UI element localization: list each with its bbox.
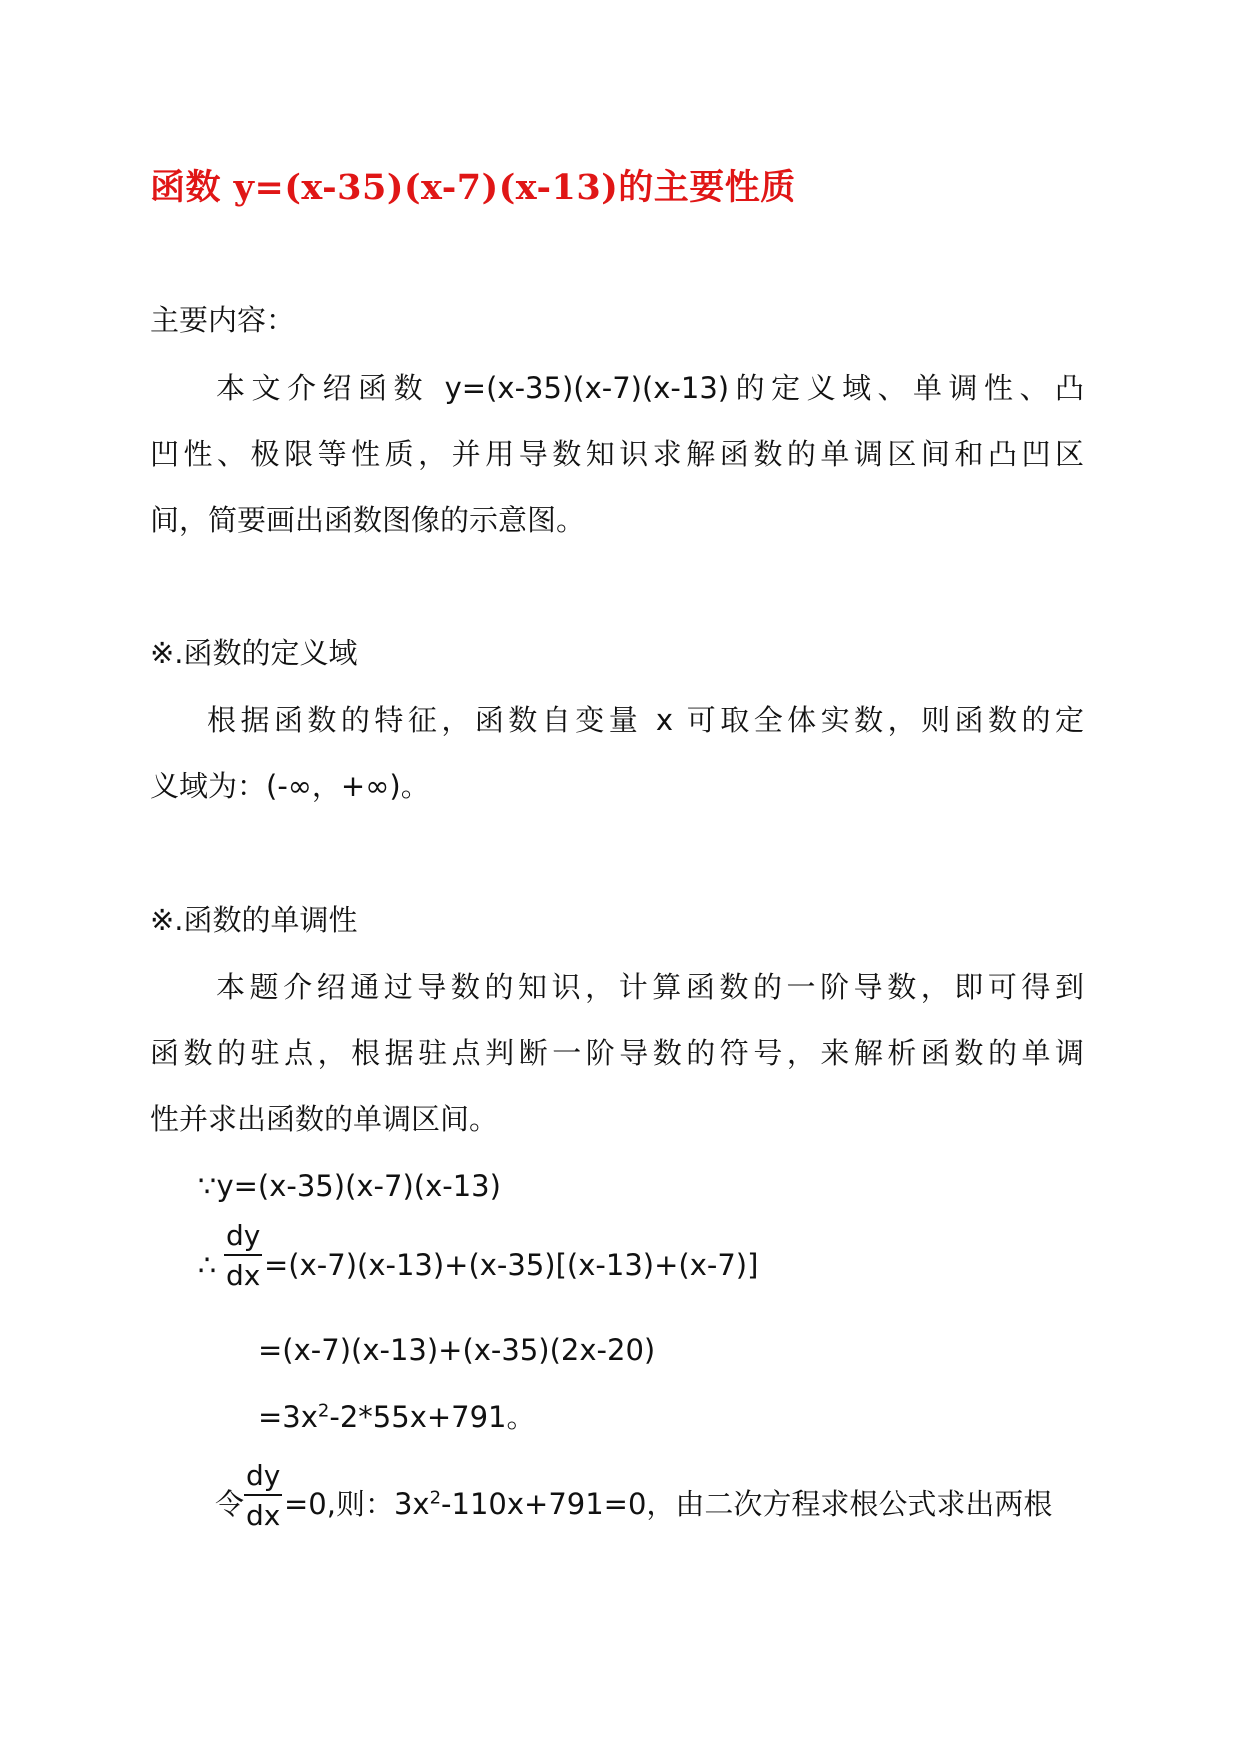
- derivative-step-3: [258, 1397, 536, 1437]
- paragraph-line: 义域为：(-∞，+∞)。: [150, 769, 430, 803]
- paragraph-line: 间，简要画出函数图像的示意图。: [150, 503, 586, 537]
- paragraph-line: 函数的驻点，根据驻点判断一阶导数的符号，来解析函数的单调: [150, 1036, 1084, 1070]
- fraction-numerator: dy: [246, 1459, 281, 1492]
- section-heading-main: 主要内容：: [150, 303, 296, 337]
- fraction-bar: [224, 1254, 262, 1256]
- let-rhs-suffix: -110x+791=0，由二次方程求根公式求出两根: [441, 1487, 1053, 1521]
- paragraph-line: 本题介绍通过导数的知识，计算函数的一阶导数，即可得到: [216, 970, 1084, 1004]
- fraction-denominator: dx: [226, 1259, 261, 1292]
- step3-exponent: 2: [317, 1400, 330, 1422]
- step3-suffix: -2*55x+791。: [329, 1400, 536, 1434]
- section-heading-domain: ※.函数的定义域: [150, 636, 358, 670]
- derivative-rhs: =(x-7)(x-13)+(x-35)[(x-13)+(x-7)]: [264, 1248, 759, 1282]
- paragraph-line: 性并求出函数的单调区间。: [150, 1102, 499, 1136]
- math-because-line: ∵y=(x-35)(x-7)(x-13): [198, 1169, 501, 1203]
- paragraph-line: 根据函数的特征，函数自变量 x 可取全体实数，则函数的定: [207, 703, 1084, 737]
- derivative-step-2: =(x-7)(x-13)+(x-35)(2x-20): [258, 1333, 656, 1367]
- derivative-fraction: [224, 1220, 262, 1292]
- document-title: 函数 y=(x-35)(x-7)(x-13)的主要性质: [150, 167, 796, 208]
- fraction-bar: [244, 1494, 282, 1496]
- section-heading-monotonicity: ※.函数的单调性: [150, 903, 358, 937]
- step3-prefix: =3x: [258, 1400, 318, 1434]
- let-equation-line: [284, 1484, 1052, 1524]
- let-fraction: [244, 1460, 282, 1532]
- fraction-numerator: dy: [226, 1219, 261, 1252]
- therefore-symbol: ∴: [198, 1248, 217, 1282]
- let-rhs-exponent: 2: [429, 1487, 442, 1509]
- paragraph-line: 凹性、极限等性质，并用导数知识求解函数的单调区间和凸凹区: [150, 437, 1084, 471]
- fraction-denominator: dx: [246, 1499, 281, 1532]
- let-rhs-prefix: =0,则：3x: [284, 1487, 430, 1521]
- let-word: 令: [215, 1487, 245, 1521]
- paragraph-line: 本文介绍函数 y=(x-35)(x-7)(x-13)的定义域、单调性、凸: [216, 371, 1084, 405]
